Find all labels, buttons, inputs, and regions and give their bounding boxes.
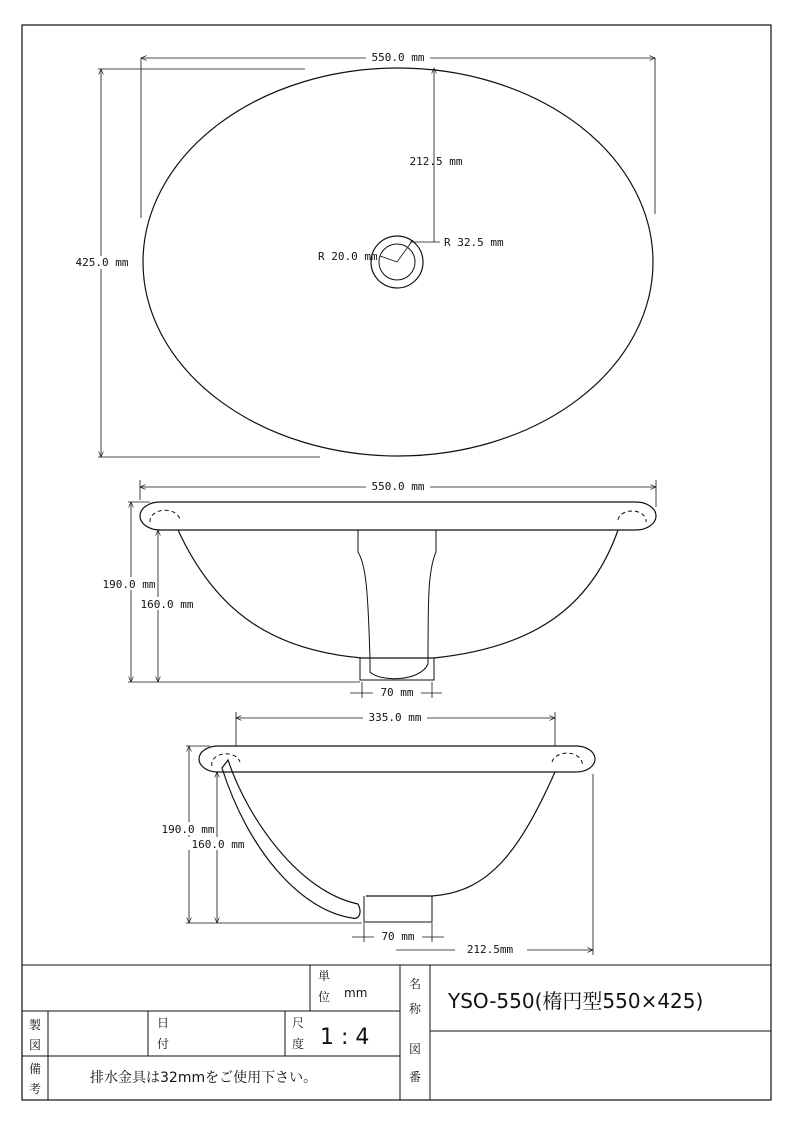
- side-offset-dim-label: 212.5mm: [466, 943, 514, 956]
- scale-value: 1 : 4: [320, 1025, 370, 1050]
- center-offset-dim-label: 212.5 mm: [409, 155, 463, 168]
- title-block: [22, 965, 771, 1100]
- unit-label-1: 単: [318, 969, 331, 983]
- basin-outline: [143, 68, 653, 456]
- front-bowl-height-label: 160.0 mm: [140, 598, 194, 611]
- date-label-1: 日: [157, 1016, 170, 1030]
- note-text: 排水金具は32mmをご使用下さい。: [90, 1070, 318, 1086]
- unit-value: mm: [344, 986, 368, 1000]
- front-bowl: [178, 530, 618, 658]
- unit-label-2: 位: [318, 990, 331, 1004]
- front-width-dim-label: 550.0 mm: [371, 480, 425, 493]
- date-label-2: 付: [157, 1037, 170, 1051]
- drawing-no-label-1: 図: [409, 1042, 422, 1056]
- drawn-label-2: 図: [29, 1038, 42, 1052]
- side-total-height-label: 190.0 mm: [161, 823, 215, 836]
- scale-label-1: 尺: [292, 1016, 305, 1030]
- width-dim-label: 550.0 mm: [371, 51, 425, 64]
- name-label-2: 称: [409, 1002, 422, 1016]
- front-total-height-label: 190.0 mm: [102, 578, 156, 591]
- side-drain-width-label: 70 mm: [381, 930, 415, 943]
- note-label-1: 備: [29, 1062, 42, 1076]
- side-rim: [199, 746, 595, 772]
- drain-outer-radius-label: R 32.5 mm: [444, 236, 504, 249]
- drain-inner-radius-label: R 20.0 mm: [318, 250, 378, 263]
- name-label-1: 名: [409, 977, 422, 991]
- drawn-label-1: 製: [29, 1018, 42, 1032]
- front-drain-width-label: 70 mm: [380, 686, 414, 699]
- side-bowl-height-label: 160.0 mm: [191, 838, 245, 851]
- drawing-no-label-2: 番: [409, 1070, 422, 1084]
- product-name: YSO-550(楕円型550×425): [448, 989, 704, 1013]
- note-label-2: 考: [29, 1082, 42, 1096]
- side-view: [158, 711, 595, 956]
- front-rim: [140, 502, 656, 530]
- front-view: [100, 480, 656, 699]
- top-view: [72, 51, 655, 457]
- height-dim-label: 425.0 mm: [75, 256, 129, 269]
- side-width-dim-label: 335.0 mm: [368, 711, 422, 724]
- scale-label-2: 度: [292, 1037, 305, 1051]
